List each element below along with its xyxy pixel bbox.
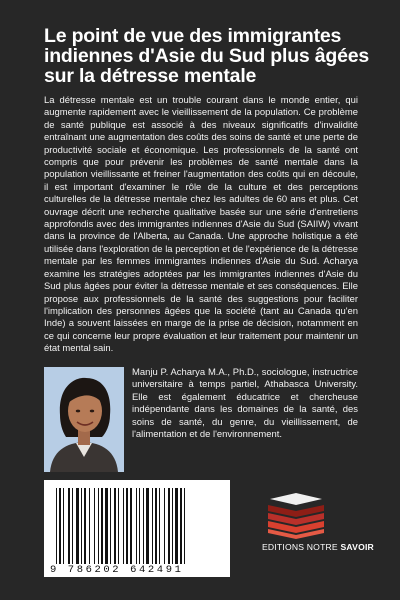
barcode-bar	[146, 488, 149, 564]
barcode-bar	[136, 488, 137, 564]
barcode-bar	[76, 488, 79, 564]
barcode-bar	[155, 488, 157, 564]
barcode-bar	[123, 488, 124, 564]
barcode-bar	[168, 488, 170, 564]
book-summary: La détresse mentale est un trouble courant dans le monde entier, qui augmente rapidement avec le vieillissement de la population. Ce problème de santé publique est associé à des niveaux significatifs d'invalidité entraînant une augmentation des coûts des soins de santé et une perte de productivité sociale et économique. Les professionnels de la santé ont compris que pour prévenir les problèmes de santé mentale dans la population vieillissante et freiner l'augmentation des coûts qui en découle, il est important d'examiner le rôle de la culture et des perceptions culturelles de la détresse mentale chez les adultes de 60 ans et plus. Cet ouvrage décrit une recherche qualitative basée sur une série d'entretiens approfondis avec des immigrantes indiennes d'Asie du Sud (SAIIW) vivant dans la province de l'Alberta, au Canada. Une approche holistique a été utilisée dans l'exploration de la perception et de l'expérience de la détresse mentale par les femmes immigrantes indiennes d'Asie du Sud. Acharya examine les stratégies adoptées par les immigrantes indiennes d'Asie du Sud plus âgées pour éviter la détresse mentale et ses conséquences. Elle propose aux professionnels de la santé des suggestions pour faciliter l'implication des personnes âgées que la société (tant au Canada qu'en Inde) a souvent laissées en marge de la prise de décision, notamment en ce qui concerne leur propre évaluation et leur traitement pour maintenir un état mental sain.	[44, 95, 358, 355]
barcode-bar	[164, 488, 165, 564]
stacked-books-logo-icon	[262, 487, 330, 539]
barcode-bar	[81, 488, 82, 564]
publisher-name-part2: SAVOIR	[340, 542, 374, 552]
barcode-bar	[84, 488, 86, 564]
barcode-bar	[172, 488, 173, 564]
barcode-bar	[118, 488, 119, 564]
barcode-bar	[130, 488, 132, 564]
barcode-bar	[180, 488, 182, 564]
barcode-bar	[56, 488, 57, 564]
barcode-bar	[152, 488, 153, 564]
author-portrait-illustration	[44, 367, 124, 472]
barcode-bar	[184, 488, 185, 564]
barcode-bar	[89, 488, 90, 564]
barcode-bar	[101, 488, 103, 564]
isbn-barcode	[44, 480, 230, 577]
barcode-bar	[105, 488, 108, 564]
isbn-number: 9 786202 642491	[50, 564, 184, 576]
barcode-bar	[126, 488, 128, 564]
barcode-bar	[110, 488, 111, 564]
author-photo	[44, 367, 124, 472]
barcode-bar	[175, 488, 178, 564]
barcode-bar	[98, 488, 99, 564]
barcode-bar	[94, 488, 95, 564]
barcode-bar	[68, 488, 70, 564]
barcode-bar	[114, 488, 116, 564]
barcode-bar	[63, 488, 64, 564]
barcode-bar	[143, 488, 144, 564]
barcode-bar	[72, 488, 73, 564]
publisher-name-part1: EDITIONS NOTRE	[262, 542, 341, 552]
book-title: Le point de vue des immigrantes indiennes d'Asie du Sud plus âgées sur la détresse mentale	[44, 25, 370, 87]
author-bio: Manju P. Acharya M.A., Ph.D., sociologue, instructrice universitaire à temps partiel, Athabasca University. Elle est également éducatrice et chercheuse indépendante dans les domaines de la santé, des soins de santé, du genre, du vieillissement, de l'alimentation et de l'environnement.	[132, 367, 358, 441]
publisher-name	[262, 542, 374, 552]
barcode-bar	[159, 488, 160, 564]
barcode-bar	[59, 488, 61, 564]
barcode-bar	[139, 488, 140, 564]
barcode-bars	[56, 488, 218, 564]
